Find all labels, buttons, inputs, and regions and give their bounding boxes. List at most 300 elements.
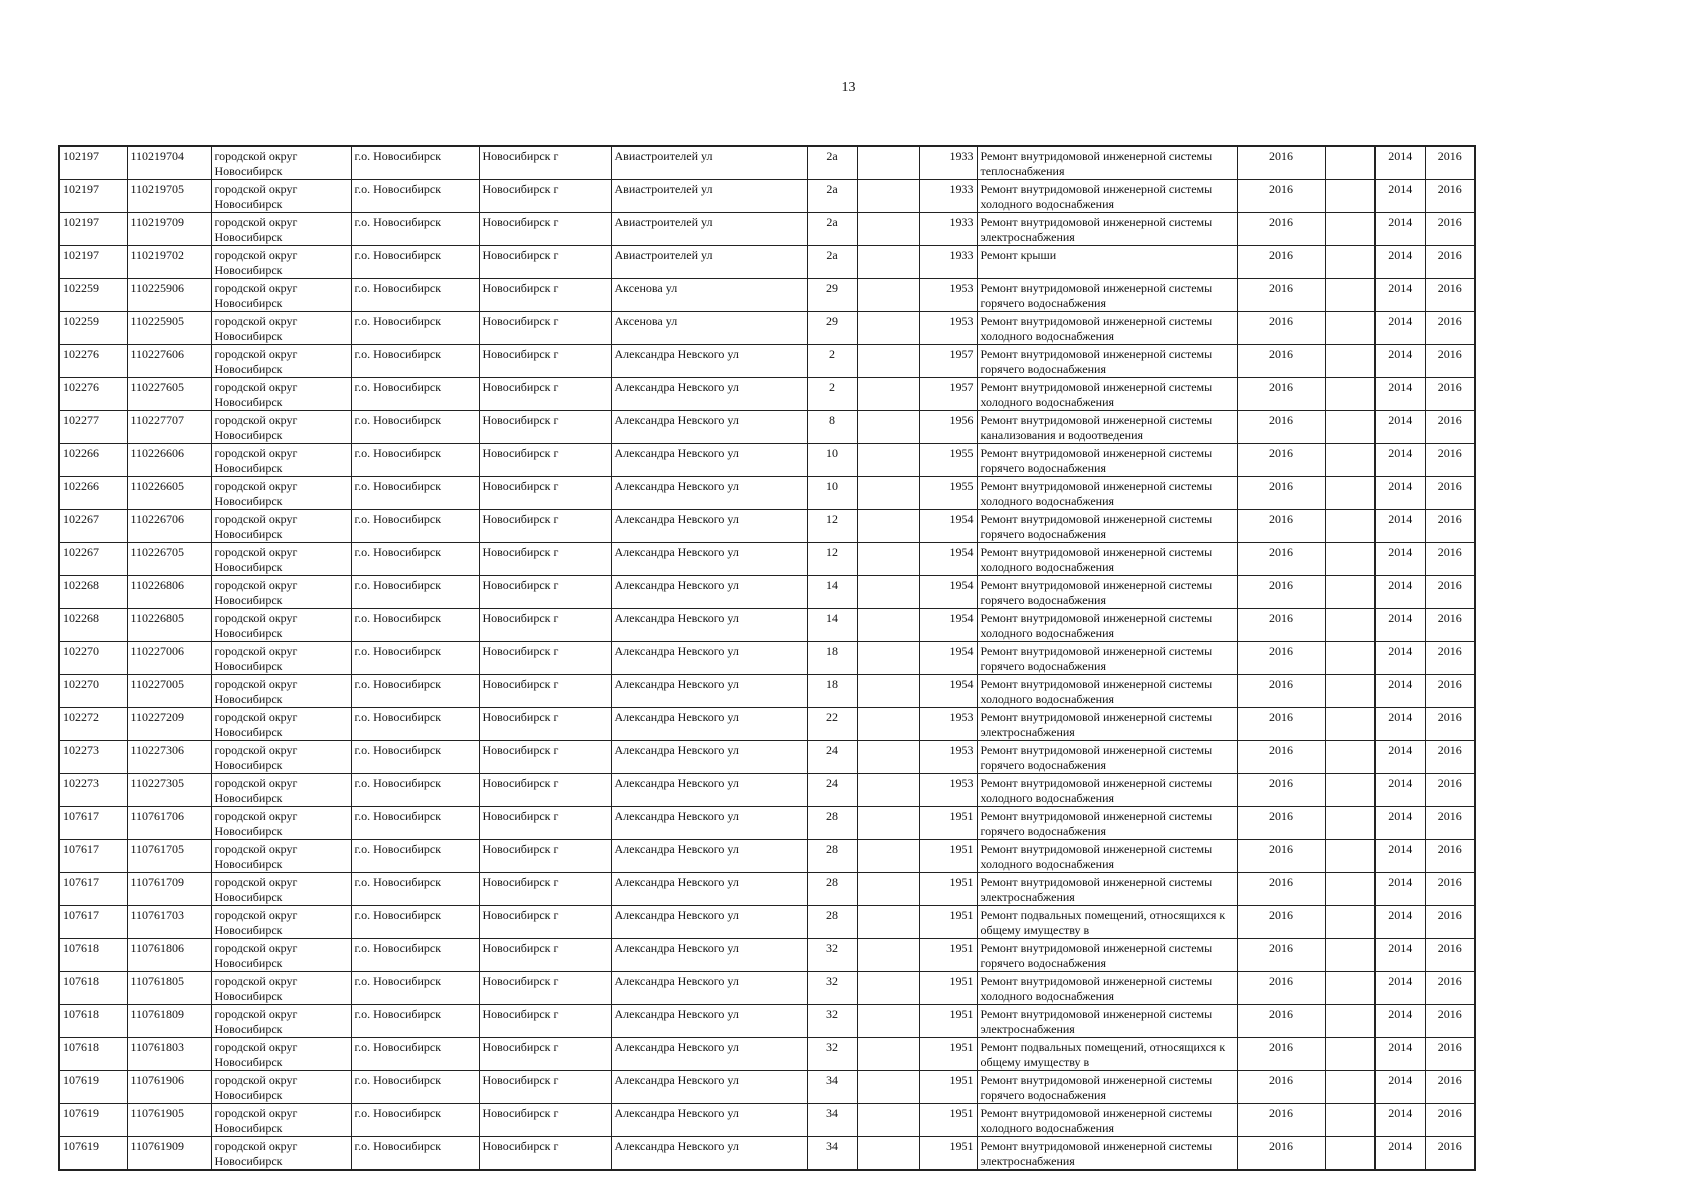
cell-work-code: 110227306 xyxy=(127,741,211,774)
cell-street: Александра Невского ул xyxy=(611,411,807,444)
cell-house-id: 102268 xyxy=(59,576,127,609)
table-row xyxy=(59,1137,1475,1171)
cell-municipality: г.о. Новосибирск xyxy=(351,642,479,675)
cell-locality: Новосибирск г xyxy=(479,807,611,840)
cell-municipality: г.о. Новосибирск xyxy=(351,444,479,477)
cell-street: Александра Невского ул xyxy=(611,543,807,576)
cell-locality: Новосибирск г xyxy=(479,642,611,675)
cell-building xyxy=(857,411,919,444)
cell-building xyxy=(857,807,919,840)
cell-building xyxy=(857,972,919,1005)
cell-locality: Новосибирск г xyxy=(479,180,611,213)
cell-house-number: 2а xyxy=(807,180,857,213)
cell-extra xyxy=(1325,741,1375,774)
cell-municipality: г.о. Новосибирск xyxy=(351,1005,479,1038)
cell-period-end: 2016 xyxy=(1425,609,1475,642)
cell-year-built: 1933 xyxy=(919,246,977,279)
cell-house-number: 24 xyxy=(807,741,857,774)
cell-locality: Новосибирск г xyxy=(479,411,611,444)
cell-house-number: 28 xyxy=(807,906,857,939)
cell-house-id: 107619 xyxy=(59,1071,127,1104)
cell-period-end: 2016 xyxy=(1425,279,1475,312)
cell-house-id: 107618 xyxy=(59,1005,127,1038)
cell-period-start: 2014 xyxy=(1375,741,1425,774)
cell-extra xyxy=(1325,708,1375,741)
cell-period-start: 2014 xyxy=(1375,180,1425,213)
table-row xyxy=(59,840,1475,873)
cell-extra xyxy=(1325,279,1375,312)
cell-municipality: г.о. Новосибирск xyxy=(351,1137,479,1171)
cell-year-built: 1953 xyxy=(919,279,977,312)
cell-extra xyxy=(1325,1137,1375,1171)
cell-plan-year: 2016 xyxy=(1237,213,1325,246)
cell-municipality: г.о. Новосибирск xyxy=(351,180,479,213)
cell-plan-year: 2016 xyxy=(1237,774,1325,807)
cell-locality: Новосибирск г xyxy=(479,543,611,576)
cell-work-type: Ремонт внутридомовой инженерной системы холодного водоснабжения xyxy=(977,675,1237,708)
cell-plan-year: 2016 xyxy=(1237,642,1325,675)
cell-district: городской округ Новосибирск xyxy=(211,774,351,807)
cell-house-number: 12 xyxy=(807,510,857,543)
cell-period-start: 2014 xyxy=(1375,939,1425,972)
cell-district: городской округ Новосибирск xyxy=(211,840,351,873)
cell-district: городской округ Новосибирск xyxy=(211,444,351,477)
cell-locality: Новосибирск г xyxy=(479,906,611,939)
cell-municipality: г.о. Новосибирск xyxy=(351,345,479,378)
cell-house-number: 29 xyxy=(807,312,857,345)
cell-house-number: 14 xyxy=(807,609,857,642)
cell-work-code: 110227005 xyxy=(127,675,211,708)
cell-year-built: 1953 xyxy=(919,774,977,807)
cell-locality: Новосибирск г xyxy=(479,873,611,906)
cell-street: Александра Невского ул xyxy=(611,378,807,411)
cell-year-built: 1951 xyxy=(919,1104,977,1137)
repair-program-table xyxy=(58,145,1476,1171)
cell-extra xyxy=(1325,576,1375,609)
cell-work-type: Ремонт подвальных помещений, относящихся к общему имуществу в xyxy=(977,906,1237,939)
cell-locality: Новосибирск г xyxy=(479,378,611,411)
cell-period-end: 2016 xyxy=(1425,939,1475,972)
cell-building xyxy=(857,180,919,213)
table-row xyxy=(59,774,1475,807)
table-row xyxy=(59,180,1475,213)
cell-plan-year: 2016 xyxy=(1237,477,1325,510)
cell-period-end: 2016 xyxy=(1425,378,1475,411)
cell-period-start: 2014 xyxy=(1375,543,1425,576)
cell-municipality: г.о. Новосибирск xyxy=(351,1104,479,1137)
cell-period-end: 2016 xyxy=(1425,246,1475,279)
cell-extra xyxy=(1325,840,1375,873)
cell-period-end: 2016 xyxy=(1425,840,1475,873)
table-row xyxy=(59,807,1475,840)
cell-house-id: 102267 xyxy=(59,510,127,543)
cell-street: Александра Невского ул xyxy=(611,609,807,642)
cell-work-code: 110761906 xyxy=(127,1071,211,1104)
cell-year-built: 1955 xyxy=(919,444,977,477)
cell-period-end: 2016 xyxy=(1425,906,1475,939)
cell-work-type: Ремонт внутридомовой инженерной системы холодного водоснабжения xyxy=(977,840,1237,873)
cell-street: Авиастроителей ул xyxy=(611,146,807,180)
table-row xyxy=(59,345,1475,378)
cell-house-number: 10 xyxy=(807,477,857,510)
cell-work-code: 110226605 xyxy=(127,477,211,510)
cell-period-end: 2016 xyxy=(1425,411,1475,444)
cell-period-end: 2016 xyxy=(1425,1005,1475,1038)
cell-house-number: 2а xyxy=(807,213,857,246)
cell-district: городской округ Новосибирск xyxy=(211,1071,351,1104)
cell-work-code: 110227305 xyxy=(127,774,211,807)
cell-street: Аксенова ул xyxy=(611,279,807,312)
cell-house-number: 8 xyxy=(807,411,857,444)
cell-municipality: г.о. Новосибирск xyxy=(351,972,479,1005)
cell-house-id: 107617 xyxy=(59,807,127,840)
cell-work-code: 110761803 xyxy=(127,1038,211,1071)
cell-period-end: 2016 xyxy=(1425,543,1475,576)
cell-building xyxy=(857,906,919,939)
cell-work-code: 110761706 xyxy=(127,807,211,840)
cell-extra xyxy=(1325,609,1375,642)
cell-plan-year: 2016 xyxy=(1237,279,1325,312)
cell-year-built: 1951 xyxy=(919,972,977,1005)
cell-house-id: 107619 xyxy=(59,1137,127,1171)
cell-municipality: г.о. Новосибирск xyxy=(351,840,479,873)
cell-street: Авиастроителей ул xyxy=(611,213,807,246)
cell-extra xyxy=(1325,939,1375,972)
cell-period-end: 2016 xyxy=(1425,972,1475,1005)
cell-work-code: 110225906 xyxy=(127,279,211,312)
cell-work-type: Ремонт внутридомовой инженерной системы холодного водоснабжения xyxy=(977,477,1237,510)
cell-plan-year: 2016 xyxy=(1237,444,1325,477)
cell-work-code: 110226606 xyxy=(127,444,211,477)
cell-locality: Новосибирск г xyxy=(479,510,611,543)
cell-year-built: 1957 xyxy=(919,345,977,378)
cell-work-type: Ремонт внутридомовой инженерной системы электроснабжения xyxy=(977,213,1237,246)
cell-house-number: 2 xyxy=(807,345,857,378)
cell-building xyxy=(857,1005,919,1038)
cell-municipality: г.о. Новосибирск xyxy=(351,510,479,543)
cell-period-start: 2014 xyxy=(1375,807,1425,840)
cell-district: городской округ Новосибирск xyxy=(211,675,351,708)
cell-district: городской округ Новосибирск xyxy=(211,609,351,642)
cell-period-end: 2016 xyxy=(1425,1137,1475,1171)
cell-year-built: 1953 xyxy=(919,741,977,774)
cell-district: городской округ Новосибирск xyxy=(211,477,351,510)
cell-work-type: Ремонт внутридомовой инженерной системы горячего водоснабжения xyxy=(977,279,1237,312)
cell-district: городской округ Новосибирск xyxy=(211,213,351,246)
cell-municipality: г.о. Новосибирск xyxy=(351,774,479,807)
cell-house-id: 102276 xyxy=(59,378,127,411)
cell-district: городской округ Новосибирск xyxy=(211,1137,351,1171)
cell-period-start: 2014 xyxy=(1375,1038,1425,1071)
cell-locality: Новосибирск г xyxy=(479,741,611,774)
cell-house-id: 102270 xyxy=(59,675,127,708)
cell-locality: Новосибирск г xyxy=(479,1038,611,1071)
cell-municipality: г.о. Новосибирск xyxy=(351,675,479,708)
table-row xyxy=(59,444,1475,477)
cell-extra xyxy=(1325,444,1375,477)
cell-plan-year: 2016 xyxy=(1237,510,1325,543)
cell-district: городской округ Новосибирск xyxy=(211,873,351,906)
cell-municipality: г.о. Новосибирск xyxy=(351,477,479,510)
cell-house-number: 2а xyxy=(807,246,857,279)
table-row xyxy=(59,609,1475,642)
cell-municipality: г.о. Новосибирск xyxy=(351,213,479,246)
cell-district: городской округ Новосибирск xyxy=(211,807,351,840)
table-row xyxy=(59,246,1475,279)
cell-house-number: 34 xyxy=(807,1137,857,1171)
cell-house-number: 32 xyxy=(807,972,857,1005)
cell-district: городской округ Новосибирск xyxy=(211,543,351,576)
cell-district: городской округ Новосибирск xyxy=(211,1104,351,1137)
cell-building xyxy=(857,477,919,510)
table-row xyxy=(59,1038,1475,1071)
table-row xyxy=(59,279,1475,312)
cell-municipality: г.о. Новосибирск xyxy=(351,146,479,180)
cell-municipality: г.о. Новосибирск xyxy=(351,411,479,444)
table-row xyxy=(59,972,1475,1005)
cell-street: Александра Невского ул xyxy=(611,1137,807,1171)
cell-work-type: Ремонт внутридомовой инженерной системы электроснабжения xyxy=(977,873,1237,906)
cell-work-type: Ремонт внутридомовой инженерной системы холодного водоснабжения xyxy=(977,543,1237,576)
cell-street: Александра Невского ул xyxy=(611,807,807,840)
cell-work-type: Ремонт внутридомовой инженерной системы электроснабжения xyxy=(977,708,1237,741)
cell-locality: Новосибирск г xyxy=(479,576,611,609)
cell-period-end: 2016 xyxy=(1425,1071,1475,1104)
cell-work-code: 110761705 xyxy=(127,840,211,873)
cell-building xyxy=(857,246,919,279)
cell-house-id: 102273 xyxy=(59,774,127,807)
cell-district: городской округ Новосибирск xyxy=(211,510,351,543)
cell-plan-year: 2016 xyxy=(1237,312,1325,345)
cell-work-type: Ремонт внутридомовой инженерной системы электроснабжения xyxy=(977,1137,1237,1171)
cell-extra xyxy=(1325,213,1375,246)
cell-extra xyxy=(1325,1071,1375,1104)
cell-work-code: 110219702 xyxy=(127,246,211,279)
cell-work-code: 110227209 xyxy=(127,708,211,741)
cell-building xyxy=(857,873,919,906)
cell-district: городской округ Новосибирск xyxy=(211,642,351,675)
cell-locality: Новосибирск г xyxy=(479,477,611,510)
cell-district: городской округ Новосибирск xyxy=(211,708,351,741)
cell-street: Александра Невского ул xyxy=(611,840,807,873)
cell-district: городской округ Новосибирск xyxy=(211,246,351,279)
cell-plan-year: 2016 xyxy=(1237,741,1325,774)
cell-house-id: 102266 xyxy=(59,477,127,510)
cell-work-type: Ремонт внутридомовой инженерной системы горячего водоснабжения xyxy=(977,510,1237,543)
cell-period-end: 2016 xyxy=(1425,642,1475,675)
cell-year-built: 1954 xyxy=(919,642,977,675)
cell-building xyxy=(857,213,919,246)
cell-street: Александра Невского ул xyxy=(611,642,807,675)
cell-work-type: Ремонт внутридомовой инженерной системы горячего водоснабжения xyxy=(977,807,1237,840)
cell-work-type: Ремонт внутридомовой инженерной системы горячего водоснабжения xyxy=(977,939,1237,972)
cell-street: Александра Невского ул xyxy=(611,774,807,807)
cell-year-built: 1954 xyxy=(919,510,977,543)
cell-locality: Новосибирск г xyxy=(479,675,611,708)
cell-street: Александра Невского ул xyxy=(611,477,807,510)
table-row xyxy=(59,378,1475,411)
cell-house-number: 34 xyxy=(807,1071,857,1104)
cell-plan-year: 2016 xyxy=(1237,1005,1325,1038)
cell-extra xyxy=(1325,1104,1375,1137)
cell-extra xyxy=(1325,477,1375,510)
cell-locality: Новосибирск г xyxy=(479,840,611,873)
cell-house-id: 107618 xyxy=(59,1038,127,1071)
cell-building xyxy=(857,345,919,378)
cell-municipality: г.о. Новосибирск xyxy=(351,1038,479,1071)
cell-street: Аксенова ул xyxy=(611,312,807,345)
cell-work-code: 110761809 xyxy=(127,1005,211,1038)
cell-period-start: 2014 xyxy=(1375,378,1425,411)
cell-locality: Новосибирск г xyxy=(479,939,611,972)
cell-building xyxy=(857,609,919,642)
cell-municipality: г.о. Новосибирск xyxy=(351,906,479,939)
cell-locality: Новосибирск г xyxy=(479,312,611,345)
cell-period-start: 2014 xyxy=(1375,972,1425,1005)
cell-plan-year: 2016 xyxy=(1237,576,1325,609)
cell-house-number: 29 xyxy=(807,279,857,312)
cell-period-end: 2016 xyxy=(1425,741,1475,774)
cell-extra xyxy=(1325,543,1375,576)
cell-period-start: 2014 xyxy=(1375,642,1425,675)
cell-year-built: 1954 xyxy=(919,675,977,708)
cell-year-built: 1953 xyxy=(919,708,977,741)
cell-plan-year: 2016 xyxy=(1237,708,1325,741)
cell-house-number: 32 xyxy=(807,939,857,972)
cell-locality: Новосибирск г xyxy=(479,279,611,312)
cell-year-built: 1957 xyxy=(919,378,977,411)
cell-house-id: 107617 xyxy=(59,906,127,939)
table-body xyxy=(59,146,1475,1170)
cell-locality: Новосибирск г xyxy=(479,246,611,279)
cell-locality: Новосибирск г xyxy=(479,1137,611,1171)
cell-building xyxy=(857,840,919,873)
cell-year-built: 1933 xyxy=(919,146,977,180)
cell-work-code: 110227707 xyxy=(127,411,211,444)
cell-plan-year: 2016 xyxy=(1237,840,1325,873)
cell-year-built: 1951 xyxy=(919,1071,977,1104)
cell-period-start: 2014 xyxy=(1375,444,1425,477)
cell-extra xyxy=(1325,345,1375,378)
cell-period-end: 2016 xyxy=(1425,477,1475,510)
cell-street: Авиастроителей ул xyxy=(611,246,807,279)
cell-period-start: 2014 xyxy=(1375,411,1425,444)
cell-extra xyxy=(1325,510,1375,543)
cell-building xyxy=(857,642,919,675)
cell-work-type: Ремонт внутридомовой инженерной системы теплоснабжения xyxy=(977,146,1237,180)
cell-extra xyxy=(1325,972,1375,1005)
cell-period-start: 2014 xyxy=(1375,708,1425,741)
cell-extra xyxy=(1325,774,1375,807)
cell-municipality: г.о. Новосибирск xyxy=(351,873,479,906)
table-row xyxy=(59,675,1475,708)
cell-period-start: 2014 xyxy=(1375,1071,1425,1104)
cell-work-type: Ремонт внутридомовой инженерной системы горячего водоснабжения xyxy=(977,741,1237,774)
cell-period-start: 2014 xyxy=(1375,774,1425,807)
cell-house-id: 102197 xyxy=(59,213,127,246)
cell-building xyxy=(857,708,919,741)
cell-plan-year: 2016 xyxy=(1237,246,1325,279)
cell-period-start: 2014 xyxy=(1375,510,1425,543)
cell-district: городской округ Новосибирск xyxy=(211,972,351,1005)
cell-district: городской округ Новосибирск xyxy=(211,146,351,180)
cell-work-type: Ремонт крыши xyxy=(977,246,1237,279)
cell-house-id: 107619 xyxy=(59,1104,127,1137)
cell-work-code: 110761806 xyxy=(127,939,211,972)
cell-work-code: 110761905 xyxy=(127,1104,211,1137)
table-row xyxy=(59,741,1475,774)
cell-locality: Новосибирск г xyxy=(479,213,611,246)
cell-building xyxy=(857,576,919,609)
cell-municipality: г.о. Новосибирск xyxy=(351,939,479,972)
cell-year-built: 1951 xyxy=(919,1038,977,1071)
table-row xyxy=(59,1104,1475,1137)
cell-house-id: 102267 xyxy=(59,543,127,576)
cell-street: Александра Невского ул xyxy=(611,675,807,708)
cell-plan-year: 2016 xyxy=(1237,807,1325,840)
cell-district: городской округ Новосибирск xyxy=(211,279,351,312)
cell-house-number: 34 xyxy=(807,1104,857,1137)
cell-house-id: 107617 xyxy=(59,873,127,906)
page-number: 13 xyxy=(841,80,856,95)
cell-period-end: 2016 xyxy=(1425,444,1475,477)
cell-street: Александра Невского ул xyxy=(611,906,807,939)
cell-house-id: 107618 xyxy=(59,939,127,972)
cell-house-number: 2а xyxy=(807,146,857,180)
cell-period-end: 2016 xyxy=(1425,675,1475,708)
cell-street: Александра Невского ул xyxy=(611,345,807,378)
cell-work-type: Ремонт внутридомовой инженерной системы холодного водоснабжения xyxy=(977,609,1237,642)
cell-house-number: 12 xyxy=(807,543,857,576)
cell-house-number: 28 xyxy=(807,840,857,873)
cell-plan-year: 2016 xyxy=(1237,1104,1325,1137)
cell-work-type: Ремонт внутридомовой инженерной системы горячего водоснабжения xyxy=(977,576,1237,609)
table-row xyxy=(59,939,1475,972)
cell-house-number: 22 xyxy=(807,708,857,741)
cell-plan-year: 2016 xyxy=(1237,675,1325,708)
cell-locality: Новосибирск г xyxy=(479,708,611,741)
cell-period-end: 2016 xyxy=(1425,576,1475,609)
cell-work-code: 110227006 xyxy=(127,642,211,675)
cell-work-code: 110226705 xyxy=(127,543,211,576)
cell-building xyxy=(857,510,919,543)
table-row xyxy=(59,411,1475,444)
cell-period-end: 2016 xyxy=(1425,807,1475,840)
table-row xyxy=(59,906,1475,939)
cell-work-code: 110761709 xyxy=(127,873,211,906)
cell-building xyxy=(857,543,919,576)
cell-period-start: 2014 xyxy=(1375,477,1425,510)
cell-plan-year: 2016 xyxy=(1237,1071,1325,1104)
cell-work-type: Ремонт внутридомовой инженерной системы холодного водоснабжения xyxy=(977,378,1237,411)
table-row xyxy=(59,146,1475,180)
cell-street: Авиастроителей ул xyxy=(611,180,807,213)
cell-year-built: 1951 xyxy=(919,1005,977,1038)
cell-district: городской округ Новосибирск xyxy=(211,411,351,444)
cell-municipality: г.о. Новосибирск xyxy=(351,246,479,279)
cell-extra xyxy=(1325,642,1375,675)
cell-municipality: г.о. Новосибирск xyxy=(351,741,479,774)
cell-house-id: 102197 xyxy=(59,246,127,279)
cell-street: Александра Невского ул xyxy=(611,510,807,543)
cell-locality: Новосибирск г xyxy=(479,146,611,180)
cell-work-type: Ремонт внутридомовой инженерной системы канализования и водоотведения xyxy=(977,411,1237,444)
cell-house-number: 18 xyxy=(807,675,857,708)
cell-work-code: 110226706 xyxy=(127,510,211,543)
cell-district: городской округ Новосибирск xyxy=(211,1038,351,1071)
cell-street: Александра Невского ул xyxy=(611,1104,807,1137)
cell-work-type: Ремонт внутридомовой инженерной системы холодного водоснабжения xyxy=(977,1104,1237,1137)
